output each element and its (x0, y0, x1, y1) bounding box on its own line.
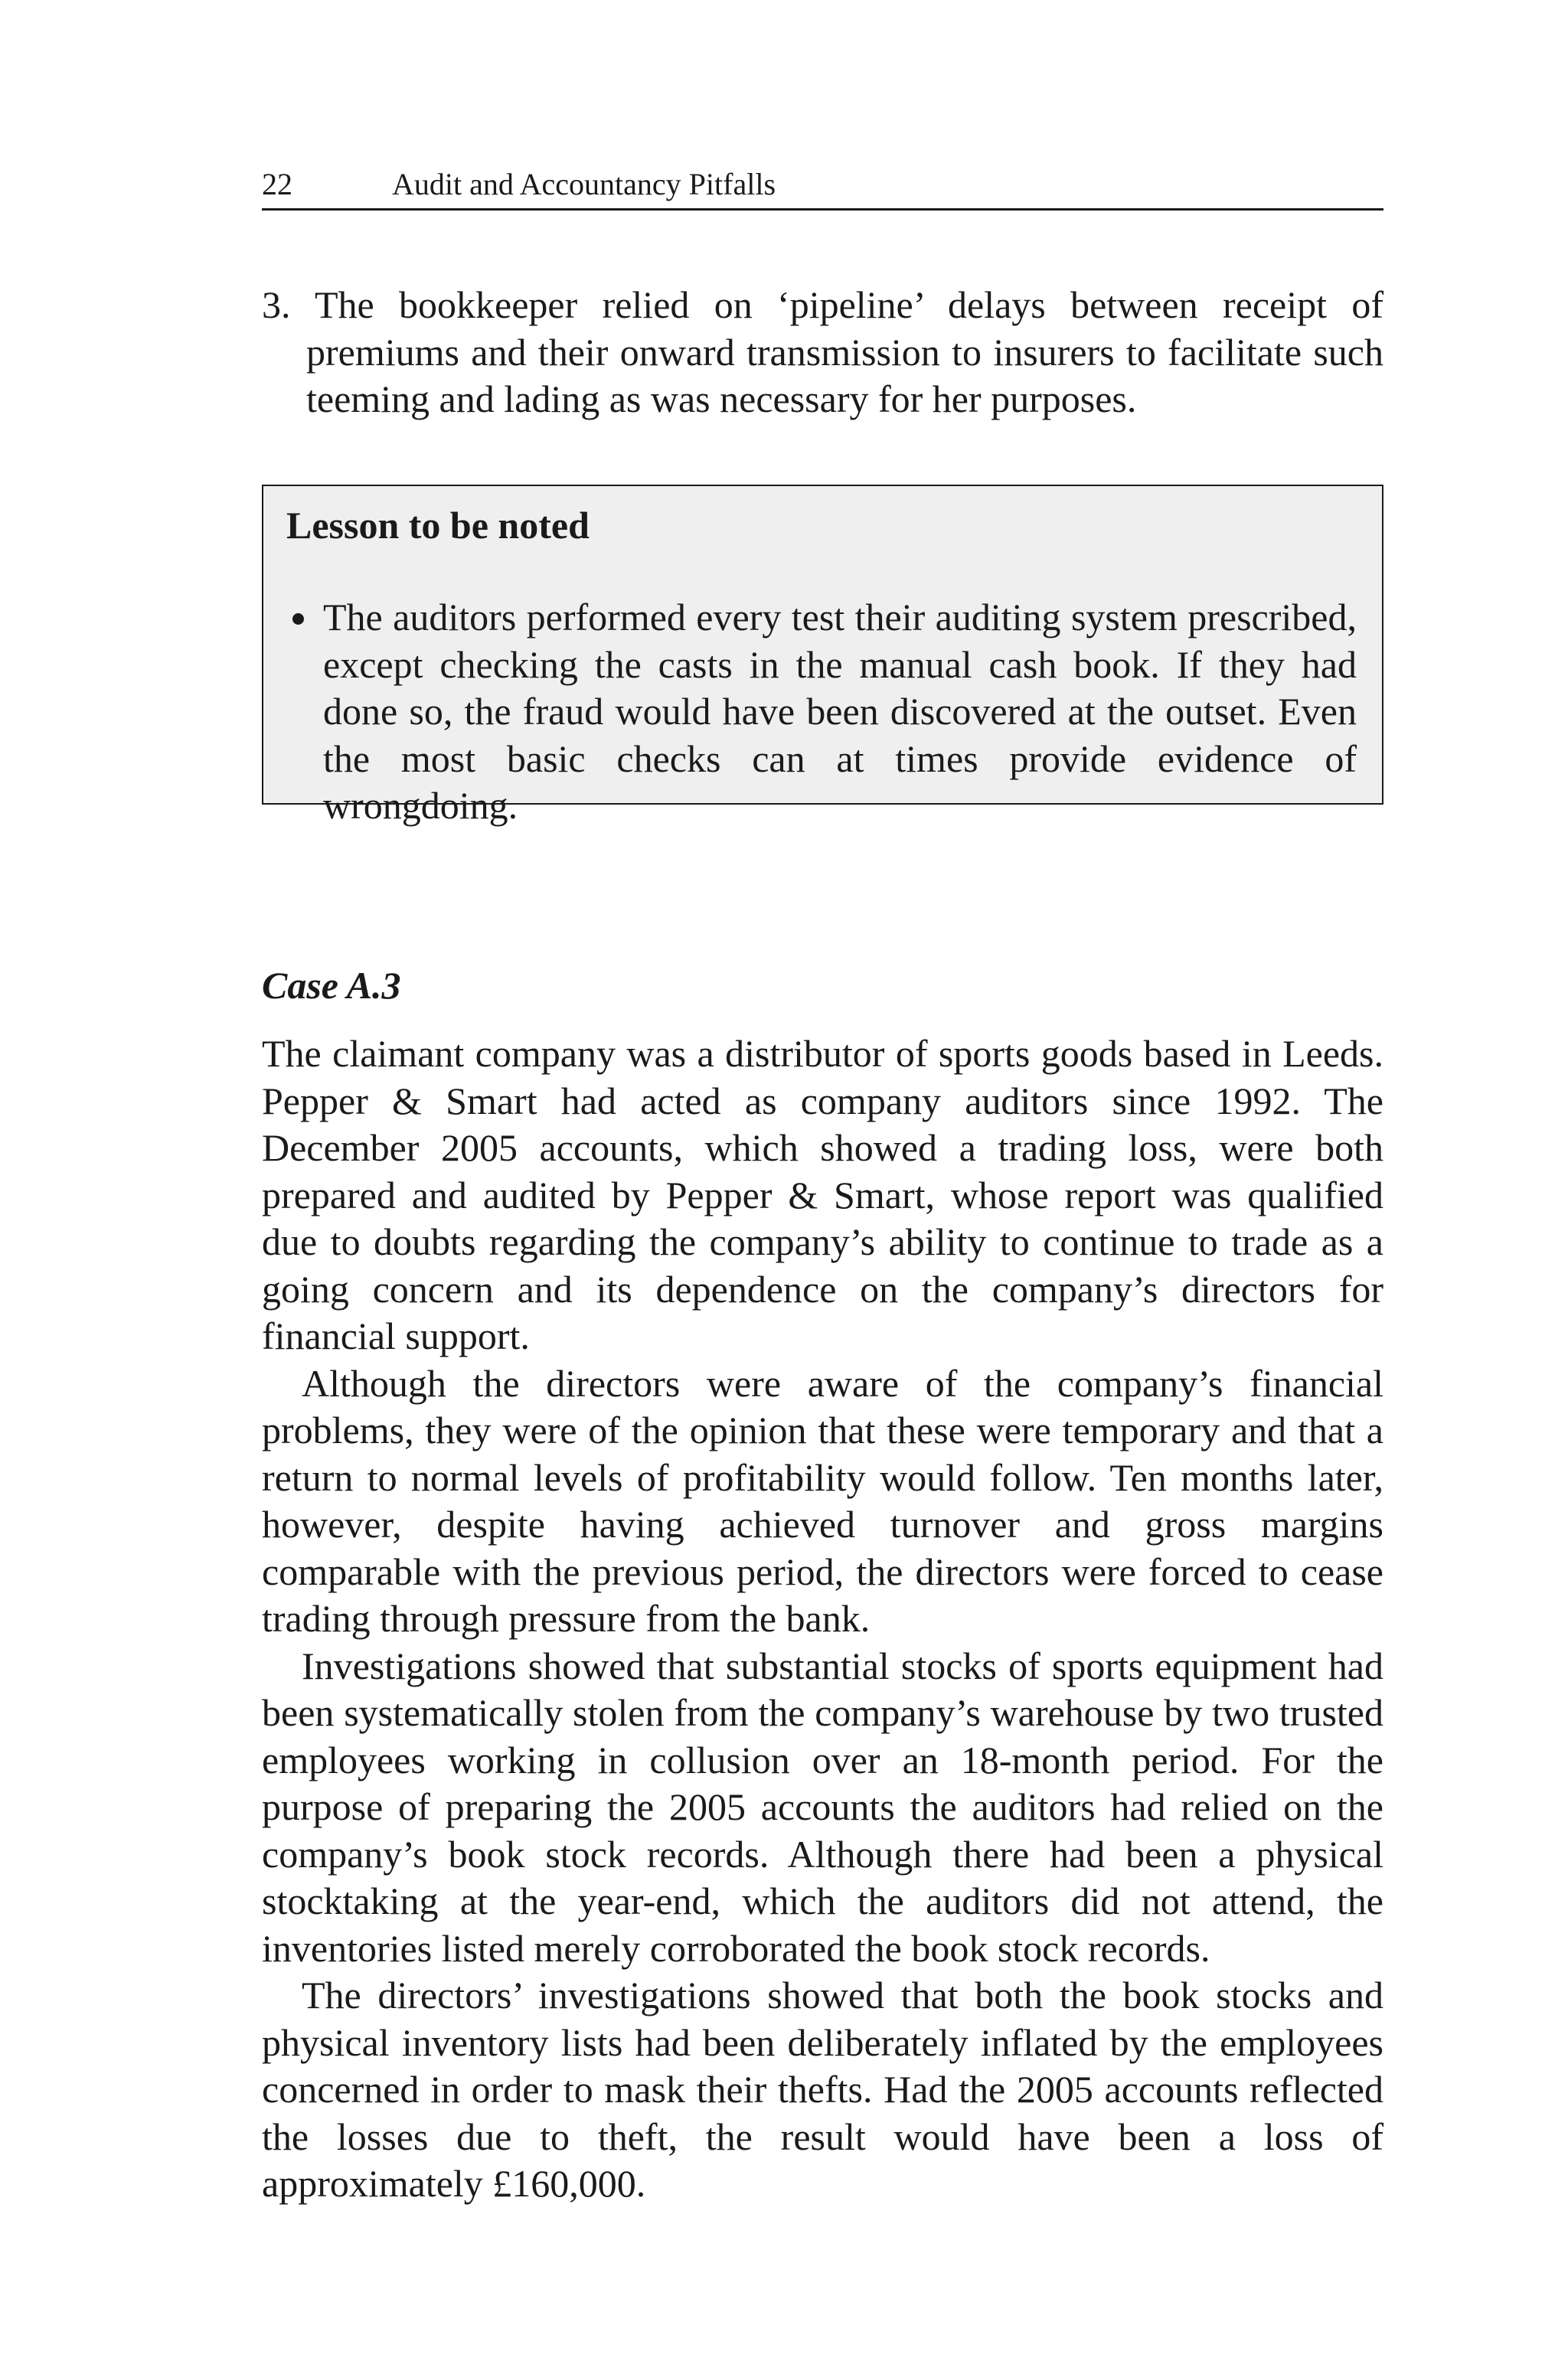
bullet-icon (292, 613, 304, 625)
item-text: The bookkeeper relied on ‘pipeline’ delays between receipt of premiums and their onward transmission to insurers to facilitate such teeming and lading as was necessary for her purposes. (306, 283, 1383, 420)
lesson-box (262, 485, 1383, 827)
book-title: Audit and Accountancy Pitfalls (392, 167, 776, 201)
case-paragraph-4: The directors’ investigations showed that both the book stocks and physical inventory lists had been deliberately inflated by the employees concerned in order to mask their thefts. Had the 2005 accounts reflected the losses due to theft, the result would have been a loss of approximately £160,000. (262, 1974, 1383, 2205)
case-paragraph-2: Although the directors were aware of the company’s financial problems, they were of the opinion that these were temporary and that a return to normal levels of profitability would follow. Ten months later, however, despite having achieved turnover and gross margins comparable with the previous period, the directors were forced to cease trading through pressure from the bank. (262, 1361, 1383, 1640)
numbered-item (262, 282, 1383, 423)
case-body (262, 1030, 1383, 2208)
lesson-bullet-text: The auditors performed every test their auditing system prescribed, except checking the casts in the manual cash book. If they had done so, the fraud would have been discovered at the outset. Even the most basic checks can at times provide evidence of wrongdoing. (323, 596, 1357, 827)
case-paragraph-1: The claimant company was a distributor of sports goods based in Leeds. Pepper & Smart had acted as company auditors since 1992. The December 2005 accounts, which showed a trading loss, were both prepared and audited by Pepper & Smart, whose report was qualified due to doubts regarding the company’s ability to continue to trade as a going concern and its dependence on the company’s directors for financial support. (262, 1032, 1383, 1357)
page-number: 22 (262, 167, 292, 201)
case-paragraph-3: Investigations showed that substantial stocks of sports equipment had been systematically stolen from the company’s warehouse by two trusted employees working in collusion over an 18-month period. For the purpose of preparing the 2005 accounts the auditors had relied on the company’s book stock records. Although there had been a physical stocktaking at the year-end, which the auditors did not attend, the inventories listed merely corroborated the book stock records. (262, 1644, 1383, 1970)
lesson-title: Lesson to be noted (286, 504, 590, 547)
item-number: 3. (262, 283, 291, 326)
running-head (262, 161, 1383, 211)
case-heading: Case A.3 (262, 964, 401, 1007)
lesson-bullet-item (286, 594, 1357, 830)
